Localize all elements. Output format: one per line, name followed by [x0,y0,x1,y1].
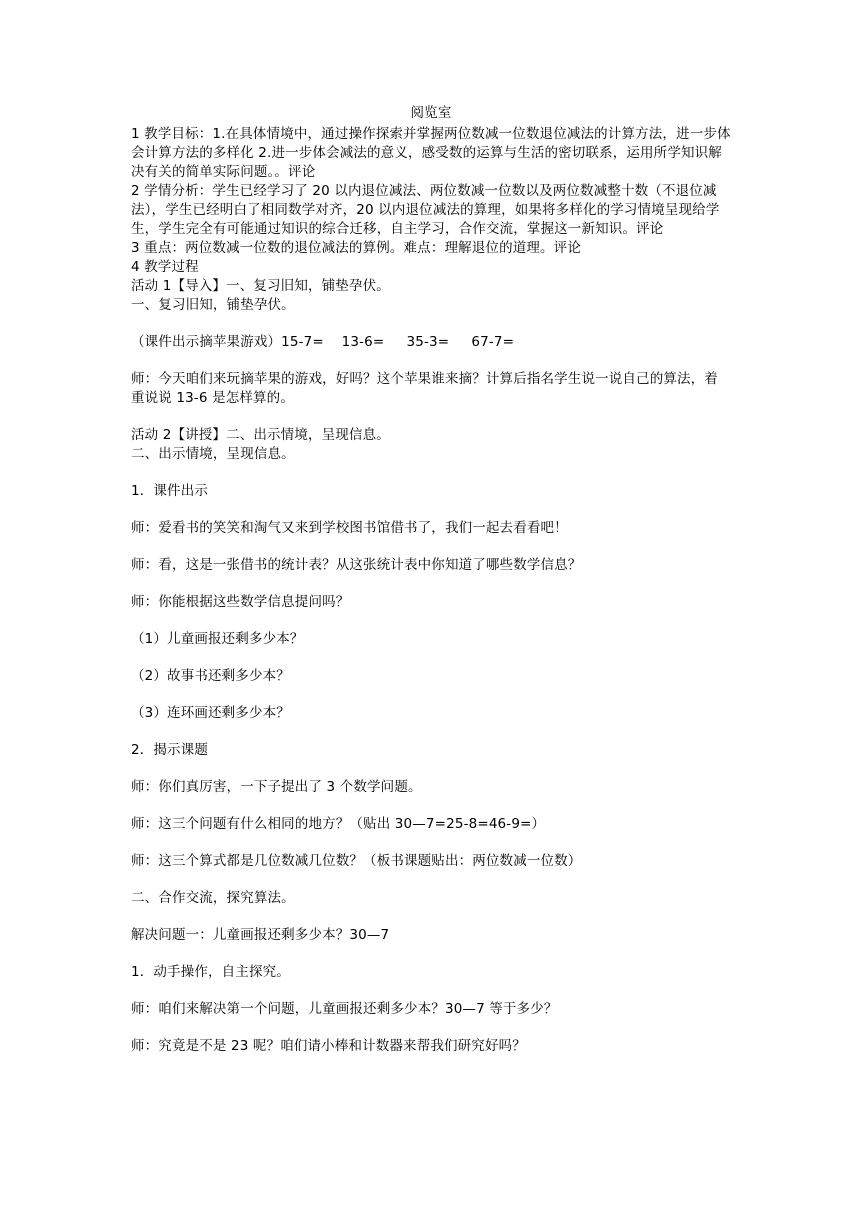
paragraph-activity-1: 活动 1【导入】一、复习旧知，铺垫孕伏。 [131,278,390,294]
paragraph-question-2: （2）故事书还剩多少本？ [131,668,290,684]
document-body [131,104,731,1056]
paragraph-statistics: 师：看，这是一张借书的统计表？从这张统计表中你知道了哪些数学信息？ [131,557,582,573]
paragraph-common: 师：这三个问题有什么相同的地方？（贴出 30—7=25-8=46-9=） [131,816,546,832]
paragraph-section-cooperate: 二、合作交流，探究算法。 [131,890,295,906]
paragraph-question-1: （1）儿童画报还剩多少本？ [131,631,304,647]
paragraph-praise: 师：你们真厉害，一下子提出了 3 个数学问题。 [131,779,422,795]
paragraph-process-heading: 4 教学过程 [131,259,199,275]
paragraph-solve-first: 师：咱们来解决第一个问题，儿童画报还剩多少本？30—7 等于多少？ [131,1001,558,1017]
paragraph-hands-on: 1．动手操作，自主探究。 [131,964,290,980]
paragraph-formula-type: 师：这三个算式都是几位数减几位数？（板书课题贴出：两位数减一位数） [131,853,582,869]
paragraph-section-review: 一、复习旧知，铺垫孕伏。 [131,297,295,313]
paragraph-verify: 师：究竟是不是 23 呢？咱们请小棒和计数器来帮我们研究好吗？ [131,1038,526,1054]
paragraph-section-situation: 二、出示情境，呈现信息。 [131,446,295,462]
paragraph-analysis: 2 学情分析：学生已经学习了 20 以内退位减法、两位数减一位数以及两位数减整十数（不退位减法），学生已经明白了相同数学对齐，20 以内退位减法的算理，如果将多样化的学习情境呈现给学生，学生完全有可能通过知识的综合迁移，自主学习，合作交流，掌握这一新知识。评论 [131,183,720,237]
paragraph-library: 师：爱看书的笑笑和淘气又来到学校图书馆借书了，我们一起去看看吧！ [131,520,568,536]
paragraph-ask: 师：你能根据这些数学信息提问吗？ [131,594,350,610]
paragraph-activity-2: 活动 2【讲授】二、出示情境，呈现信息。 [131,427,390,443]
paragraph-objectives: 1 教学目标：1.在具体情境中，通过操作探索并掌握两位数减一位数退位减法的计算方法，进一步体会计算方法的多样化 2.进一步体会减法的意义，感受数的运算与生活的密切联系，运用所学知识解决有关的简单实际问题。。评论 [131,126,731,180]
paragraph-reveal-topic: 2．揭示课题 [131,742,208,758]
paragraph-courseware: 1．课件出示 [131,483,208,499]
paragraph-teacher-intro: 师：今天咱们来玩摘苹果的游戏，好吗？这个苹果谁来摘？计算后指名学生说一说自己的算法，着重说说 13-6 是怎样算的。 [131,371,718,406]
paragraph-apple-game: （课件出示摘苹果游戏）15-7= 13-6= 35-3= 67-7= [131,334,515,350]
document-title: 阅览室 [410,105,452,121]
paragraph-question-3: （3）连环画还剩多少本？ [131,705,290,721]
paragraph-problem-1: 解决问题一：儿童画报还剩多少本？30—7 [131,927,390,943]
paragraph-key-points: 3 重点：两位数减一位数的退位减法的算例。难点：理解退位的道理。评论 [131,240,581,256]
